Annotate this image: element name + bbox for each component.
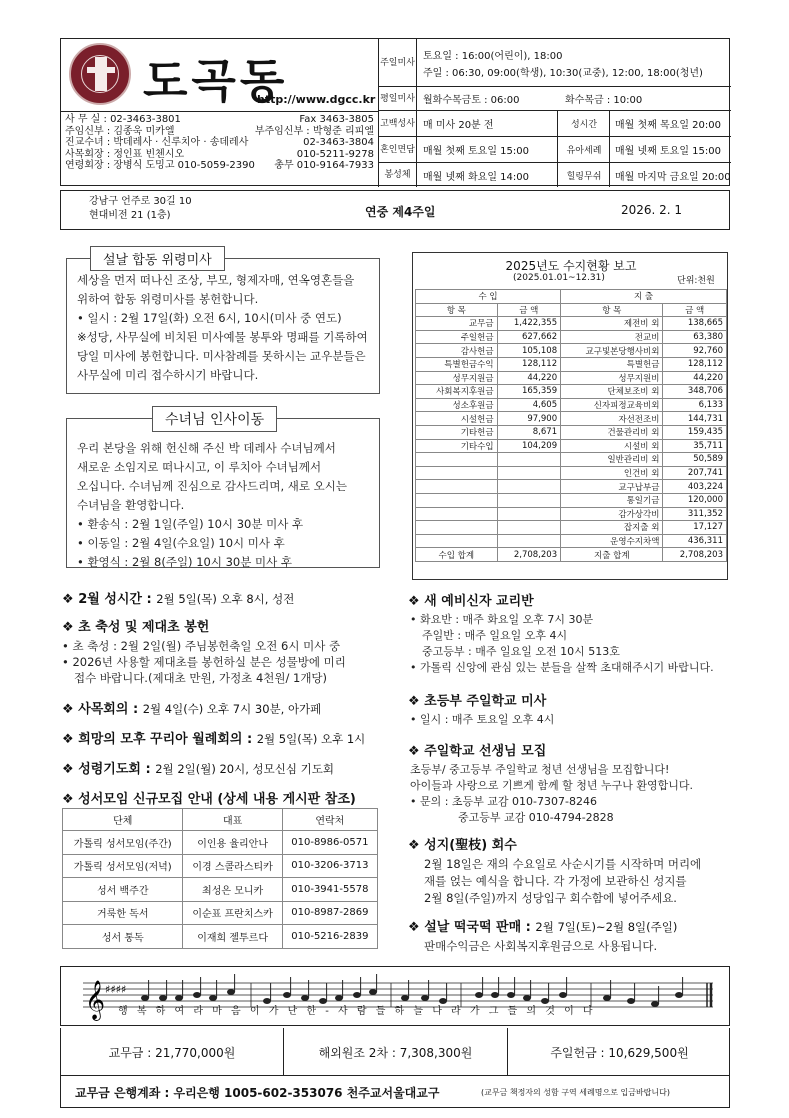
finance-item: 교구빛본당행사비외	[561, 344, 663, 358]
bible-row	[63, 925, 378, 949]
transfer-line: 우리 본당을 위해 헌신해 주신 박 데레사 수녀님께서	[77, 441, 336, 455]
music-note-icon	[675, 992, 683, 998]
teacher-lines: 초등부/ 중고등부 주일학교 청년 선생님을 모집합니다! 아이들과 사랑으로 기쁘게 함께 할 청년 누구나 환영합니다. • 문의 : 초등부 교감 010-7307-8246 중고등부 교감 010-4794-2828	[410, 763, 693, 824]
confession-label: 고백성사	[379, 111, 417, 136]
finance-item	[416, 466, 498, 480]
bible-cell: 이재희 젤투르다	[183, 925, 282, 949]
bible-cell: 010-8987-2869	[282, 901, 377, 925]
finance-item: 교구납부금	[561, 480, 663, 494]
bible-header-cell: 대표	[183, 809, 282, 831]
finance-item	[416, 521, 498, 535]
finance-amount	[497, 534, 561, 548]
music-note-icon	[227, 989, 235, 995]
finance-amount: 17,127	[663, 521, 727, 535]
col-item: 항 목	[416, 303, 498, 317]
music-note-icon	[141, 995, 149, 1001]
bible-header-row	[63, 809, 378, 831]
music-note-icon	[159, 995, 167, 1001]
address-line2: 현대비전 21 (1층)	[89, 210, 171, 221]
finance-row	[416, 344, 727, 358]
finance-row	[416, 412, 727, 426]
finance-item: 감사헌금	[416, 344, 498, 358]
council-phone: 010-5211-9278	[296, 148, 374, 160]
transfer-line: • 환영식 : 2월 8(주일) 10시 30분 미사 후	[77, 555, 292, 569]
confession-val: 매 미사 20분 전	[423, 120, 494, 131]
finance-amount: 128,112	[497, 357, 561, 371]
finance-row	[416, 357, 727, 371]
music-note-icon	[301, 995, 309, 1001]
finance-amount: 44,220	[497, 371, 561, 385]
finance-row	[416, 398, 727, 412]
bank-note: (교무금 책정자의 성함 구역 세례명으로 입금바랍니다)	[481, 1088, 670, 1097]
music-note-icon	[507, 992, 515, 998]
bible-cell: 성서 백주간	[63, 878, 183, 902]
total-expense-label: 지출 합계	[561, 548, 663, 562]
finance-item: 일반관리비 외	[561, 453, 663, 467]
music-note-icon	[651, 1001, 659, 1007]
address	[89, 195, 192, 223]
finance-row	[416, 371, 727, 385]
music-note-icon	[627, 998, 635, 1004]
memorial-line: ※성당, 사무실에 비치된 미사예물 봉투와 명패를 기록하여	[77, 330, 368, 344]
finance-amount: 128,112	[663, 357, 727, 371]
memorial-mass-notice	[66, 258, 380, 394]
bulletin-header	[60, 38, 730, 186]
finance-item: 주일헌금	[416, 330, 498, 344]
finance-item: 잡지출 외	[561, 521, 663, 535]
finance-amount	[497, 521, 561, 535]
music-note-icon	[559, 992, 567, 998]
finance-amount: 97,900	[497, 412, 561, 426]
bible-cell: 이경 스콜라스티카	[183, 854, 282, 878]
funeral-leader: 연령회장 : 장병식 도밍고 010-5059-2390	[65, 160, 255, 171]
finance-item: 교무금	[416, 317, 498, 331]
bank-account	[60, 1076, 730, 1108]
bulletin-date: 2026. 2. 1	[621, 203, 683, 217]
liturgical-week: 연중 제4주일	[365, 205, 436, 219]
kids-mass-lines: • 일시 : 매주 토요일 오후 4시	[410, 713, 555, 726]
finance-unit: 단위:천원	[677, 276, 715, 286]
finance-item: 통일기금	[561, 493, 663, 507]
finance-amount	[497, 453, 561, 467]
bible-cell: 010-8986-0571	[282, 831, 377, 855]
finance-amount: 35,711	[663, 439, 727, 453]
candle-lines: • 초 축성 : 2월 2일(월) 주님봉헌축일 오전 6시 미사 중 • 2026년 사용할 제대초를 봉헌하실 분은 성물방에 미리 접수 바랍니다.(제대초 만원, 가정초 4천원/ 1개당)	[62, 639, 346, 685]
sunday-total: 주일헌금 : 10,629,500원	[550, 1045, 689, 1060]
memorial-line: 사무실에 미리 접수하시기 바랍니다.	[77, 368, 259, 382]
wedding-label: 혼인면담	[379, 137, 417, 162]
finance-row	[416, 453, 727, 467]
nuns-phone: 02-3463-3804	[303, 137, 374, 148]
finance-item: 신자피정교육비외	[561, 398, 663, 412]
mass-schedule	[379, 39, 731, 187]
bible-cell: 최성은 모니카	[183, 878, 282, 902]
finance-amount: 138,665	[663, 317, 727, 331]
finance-amount: 403,224	[663, 480, 727, 494]
candle-section-title: ❖ 초 축성 및 제대초 봉헌	[62, 620, 210, 635]
weekday-label: 평일미사	[379, 87, 417, 110]
transfer-line: • 환송식 : 2월 1일(주일) 10시 30분 미사 후	[77, 517, 304, 531]
finance-title: 2025년도 수지현황 보고	[505, 259, 637, 273]
memorial-line: 세상을 먼저 떠나신 조상, 부모, 형제자매, 연옥영혼들을	[77, 273, 355, 287]
transfer-line: 오십니다. 수녀님께 진심으로 감사드리며, 새로 오시는	[77, 479, 347, 493]
catechumen-lines: • 화요반 : 매주 화요일 오후 7시 30분 주일반 : 매주 일요일 오후 4시 중고등부 : 매주 일요일 오전 10시 513호 • 가톨릭 신앙에 관심 있는 분들을 살짝 초대해주시기 바랍니다.	[410, 613, 714, 674]
treble-clef-icon: 𝄞	[85, 980, 106, 1020]
finance-item: 기타헌금	[416, 425, 498, 439]
finance-item	[416, 507, 498, 521]
finance-report	[412, 252, 728, 580]
offering-totals	[60, 1028, 730, 1076]
col-amount: 금 액	[663, 303, 727, 317]
finance-table	[415, 289, 727, 562]
finance-row	[416, 385, 727, 399]
bible-cell: 이인용 율리안나	[183, 831, 282, 855]
finance-amount: 44,220	[663, 371, 727, 385]
memorial-line: 위하여 합동 위령미사를 봉헌합니다.	[77, 292, 259, 306]
finance-item: 시설헌금	[416, 412, 498, 426]
finance-item: 전교비	[561, 330, 663, 344]
finance-item: 기타수입	[416, 439, 498, 453]
finance-amount: 207,741	[663, 466, 727, 480]
music-note-icon	[523, 995, 531, 1001]
bible-cell: 이순표 프란치스카	[183, 901, 282, 925]
finance-row	[416, 317, 727, 331]
sun-mass: 주일 : 06:30, 09:00(학생), 10:30(교중), 12:00, 18:00(청년)	[423, 68, 703, 79]
infant-val: 매월 넷째 토요일 15:00	[615, 146, 721, 157]
secretary: 총무 010-9164-7933	[274, 160, 374, 171]
finance-period: (2025.01.01~12.31)	[513, 273, 605, 283]
transfer-line: 새로운 소임지로 떠나시고, 이 루치아 수녀님께서	[77, 460, 322, 474]
music-note-icon	[283, 992, 291, 998]
logo-area	[61, 39, 379, 111]
office-phone: 사 무 실 : 02-3463-3801	[65, 114, 181, 125]
wedding-row	[379, 137, 731, 163]
bible-study-table	[62, 808, 378, 949]
finance-row	[416, 521, 727, 535]
finance-amount: 104,209	[497, 439, 561, 453]
healing-label: 힐링무쉬	[566, 171, 602, 182]
mission-total: 해외원조 2차 : 7,308,300원	[284, 1028, 508, 1076]
finance-amount: 165,359	[497, 385, 561, 399]
svg-text:♯♯♯♯: ♯♯♯♯	[105, 983, 127, 996]
teacher-title: ❖ 주일학교 선생님 모집	[408, 744, 547, 759]
memorial-title: 설날 합동 위령미사	[90, 246, 225, 271]
bible-row	[63, 854, 378, 878]
website-link[interactable]: http://www.dgcc.kr	[257, 93, 376, 106]
finance-amount: 63,380	[663, 330, 727, 344]
finance-item: 제전비 외	[561, 317, 663, 331]
bible-cell: 가톨릭 성서모임(주간)	[63, 831, 183, 855]
music-note-icon	[209, 995, 217, 1001]
total-income: 2,708,203	[497, 548, 561, 562]
bible-cell: 010-3941-5578	[282, 878, 377, 902]
finance-amount: 8,671	[497, 425, 561, 439]
bible-header-cell: 단체	[63, 809, 183, 831]
bible-cell: 010-5216-2839	[282, 925, 377, 949]
bible-cell: 거룩한 독서	[63, 901, 183, 925]
finance-item: 특별헌금	[561, 357, 663, 371]
finance-amount	[497, 493, 561, 507]
finance-item: 시설비 외	[561, 439, 663, 453]
bible-section-title: ❖ 성서모임 신규모집 안내 (상세 내용 게시판 참조)	[62, 792, 356, 807]
bible-header-cell: 연락처	[282, 809, 377, 831]
music-note-icon	[603, 995, 611, 1001]
finance-item: 감가상각비	[561, 507, 663, 521]
total-expense: 2,708,203	[663, 548, 727, 562]
staff-svg	[61, 967, 731, 1027]
finance-amount: 1,422,355	[497, 317, 561, 331]
bank-text: 교무금 은행계좌 : 우리은행 1005-602-353076 천주교서울대교구	[75, 1086, 440, 1100]
bible-row	[63, 901, 378, 925]
infant-label: 유아세례	[566, 146, 602, 156]
finance-item	[416, 480, 498, 494]
rice-section: ❖ 설날 떡국떡 판매 : 2월 7일(토)~2월 8일(주일)	[408, 920, 678, 935]
finance-amount: 6,133	[663, 398, 727, 412]
bible-cell: 010-3206-3713	[282, 854, 377, 878]
pastoral-section: ❖ 사목회의 : 2월 4일(수) 오후 7시 30분, 아가페	[62, 702, 322, 717]
transfer-title: 수녀님 인사이동	[152, 406, 277, 432]
finance-row	[416, 534, 727, 548]
finance-item	[416, 534, 498, 548]
sunday-mass-label: 주일미사	[379, 39, 417, 86]
finance-amount: 144,731	[663, 412, 727, 426]
address-line1: 강남구 언주로 30길 10	[89, 196, 192, 207]
holyhour-label: 성시간	[570, 120, 598, 130]
catechumen-title: ❖ 새 예비신자 교리반	[408, 594, 534, 609]
col-amount: 금 액	[497, 303, 561, 317]
council-president: 사목회장 : 정인표 빈첸시오	[65, 148, 185, 160]
finance-item: 성무지원금	[416, 371, 498, 385]
memorial-line: • 일시 : 2월 17일(화) 오전 6시, 10시(미사 중 연도)	[77, 311, 342, 325]
weekday-a: 월화수목금토 : 06:00	[423, 95, 520, 106]
church-seal-icon	[69, 43, 131, 105]
pastor: 주임신부 : 김종욱 미카엘	[65, 125, 175, 137]
music-note-icon	[401, 995, 409, 1001]
spirit-section: ❖ 성령기도회 : 2월 2일(월) 20시, 성모신심 기도회	[62, 762, 334, 777]
tithe-total: 교무금 : 21,770,000원	[61, 1028, 284, 1076]
healing-val: 매월 마지막 금요일 20:00	[615, 171, 731, 183]
sat-mass: 토요일 : 16:00(어린이), 18:00	[423, 51, 563, 62]
nuns: 진교수녀 : 박데레사 · 신루치아 · 송데레사	[65, 137, 249, 148]
legio-section: ❖ 희망의 모후 꾸리아 월례회의 : 2월 5일(목) 오후 1시	[62, 732, 366, 747]
finance-amount: 92,760	[663, 344, 727, 358]
parish-contacts	[61, 111, 379, 187]
finance-item: 특별헌금수익	[416, 357, 498, 371]
parish-title: 도곡동	[143, 54, 289, 108]
transfer-line: 수녀님을 환영합니다.	[77, 498, 185, 512]
finance-amount	[497, 480, 561, 494]
finance-row	[416, 466, 727, 480]
sick-label: 봉성체	[379, 163, 417, 187]
finance-amount: 105,108	[497, 344, 561, 358]
music-note-icon	[175, 995, 183, 1001]
finance-amount	[497, 507, 561, 521]
palm-title: ❖ 성지(聖枝) 회수	[408, 838, 517, 853]
weekday-b: 화수목금 : 10:00	[565, 95, 643, 106]
finance-item: 성소후원금	[416, 398, 498, 412]
finance-row	[416, 439, 727, 453]
music-note-icon	[369, 989, 377, 995]
wedding-val: 매월 첫째 토요일 15:00	[423, 146, 529, 157]
col-item: 항 목	[561, 303, 663, 317]
finance-row	[416, 480, 727, 494]
finance-amount: 627,662	[497, 330, 561, 344]
finance-item: 사회복지후원금	[416, 385, 498, 399]
finance-item: 성무지원비	[561, 371, 663, 385]
music-note-icon	[193, 992, 201, 998]
fax: Fax 3463-3805	[299, 114, 374, 125]
transfer-line: • 이동일 : 2월 4일(수요일) 10시 미사 후	[77, 536, 285, 550]
finance-item: 자선전조비	[561, 412, 663, 426]
expense-header: 지 출	[561, 290, 727, 304]
music-staff	[60, 966, 730, 1026]
finance-item: 인건비 외	[561, 466, 663, 480]
finance-amount: 348,706	[663, 385, 727, 399]
hymn-lyrics: 행 복 하 여 라 마 음 이 가 난 한 - 사 람 들 하 늘 나 라 가 그 들 의 것 이 다	[118, 1006, 596, 1017]
total-income-label: 수입 합계	[416, 548, 498, 562]
address-bar	[60, 190, 730, 230]
music-note-icon	[421, 995, 429, 1001]
finance-item	[416, 453, 498, 467]
memorial-line: 당일 미사에 봉헌합니다. 미사참례를 못하시는 교우분들은	[77, 349, 366, 363]
bible-row	[63, 878, 378, 902]
finance-amount	[497, 466, 561, 480]
holyhour-section: ❖ 2월 성시간 : 2월 5일(목) 오후 8시, 성전	[62, 592, 295, 607]
finance-amount: 436,311	[663, 534, 727, 548]
music-note-icon	[353, 992, 361, 998]
sunday-mass-row	[379, 39, 731, 87]
bible-row	[63, 831, 378, 855]
finance-amount: 50,589	[663, 453, 727, 467]
music-note-icon	[491, 992, 499, 998]
income-header: 수 입	[416, 290, 561, 304]
sick-row	[379, 163, 731, 187]
nun-transfer-notice	[66, 418, 380, 568]
finance-amount: 159,435	[663, 425, 727, 439]
finance-row	[416, 507, 727, 521]
rice-line: 판매수익금은 사회복지후원금으로 사용됩니다.	[424, 939, 658, 953]
finance-row	[416, 330, 727, 344]
finance-amount: 120,000	[663, 493, 727, 507]
assistant-pastor: 부주임신부 : 박형준 리피엘	[254, 125, 374, 137]
confession-row	[379, 111, 731, 137]
finance-item: 단체보조비 외	[561, 385, 663, 399]
holyhour-val: 매월 첫째 목요일 20:00	[615, 120, 721, 131]
finance-item: 운영수지차액	[561, 534, 663, 548]
bible-cell: 성서 통독	[63, 925, 183, 949]
weekday-row	[379, 87, 731, 111]
kids-mass-title: ❖ 초등부 주일학교 미사	[408, 694, 547, 709]
finance-row	[416, 493, 727, 507]
palm-lines: 2월 18일은 재의 수요일로 사순시기를 시작하며 머리에 재를 얹는 예식을 합니다. 각 가정에 보관하신 성지를 2월 8일(주일)까지 성당입구 회수함에 넣어주세요.	[424, 857, 702, 905]
finance-item: 건물관리비 외	[561, 425, 663, 439]
finance-amount: 311,352	[663, 507, 727, 521]
finance-row	[416, 425, 727, 439]
finance-amount: 4,605	[497, 398, 561, 412]
music-note-icon	[475, 992, 483, 998]
sick-val: 매월 넷째 화요일 14:00	[423, 171, 529, 183]
finance-item	[416, 493, 498, 507]
music-note-icon	[335, 995, 343, 1001]
bible-cell: 가톨릭 성서모임(저녁)	[63, 854, 183, 878]
